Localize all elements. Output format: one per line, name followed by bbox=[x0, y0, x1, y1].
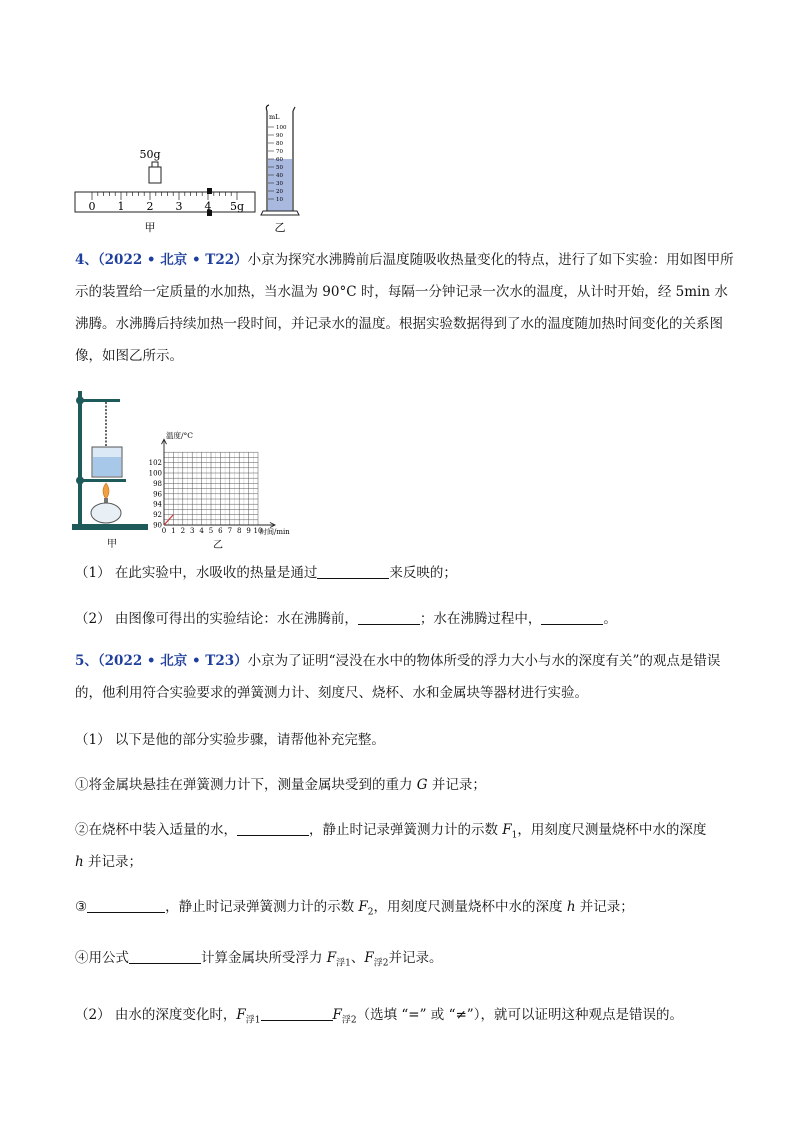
chart-x-axis-label: 时间/min bbox=[260, 528, 290, 536]
clamp-arm-top bbox=[78, 399, 120, 402]
heating-apparatus-figure bbox=[68, 387, 153, 552]
q5-step2-blank[interactable] bbox=[237, 821, 309, 836]
q5-number: 5、 bbox=[75, 653, 98, 669]
cylinder-unit: mL bbox=[269, 113, 280, 121]
cylinder-tick-label: 70 bbox=[276, 149, 283, 155]
q5-stem bbox=[75, 645, 735, 709]
q4-stem bbox=[75, 244, 735, 372]
cylinder-tick-label: 80 bbox=[276, 141, 283, 147]
cylinder-tick-label: 10 bbox=[276, 197, 283, 203]
cylinder-tick-label: 20 bbox=[276, 189, 283, 195]
q4-text: 小京为探究水沸腾前后温度随吸收热量变化的特点，进行了如下实验：用如图甲所示的装置给一定质量的水加热，当水温为 90°C 时，每隔一分钟记录一次水的温度，从计时开始，经 5min 水沸腾。水沸腾后持续加热一段时间，并记录水的温度。根据实验数据得到了水的温度随加热时间变化的关系图像，如图乙所示。 bbox=[75, 252, 734, 364]
q5-sub2-blank[interactable] bbox=[261, 1006, 333, 1021]
q4-sub2-blank-2[interactable] bbox=[541, 610, 603, 625]
cylinder-base bbox=[261, 211, 299, 215]
fig-left-caption: 甲 bbox=[144, 221, 156, 234]
q5-sub2-prefix: （2） 由水的深度变化时， bbox=[75, 1007, 237, 1023]
q5-sub2-f2-sub: 浮2 bbox=[341, 1015, 357, 1026]
apparatus-caption: 甲 bbox=[107, 539, 117, 550]
weight-knob bbox=[152, 162, 158, 167]
chart-x-tick-label: 7 bbox=[227, 527, 233, 535]
q5-step2-prefix: ②在烧杯中装入适量的水， bbox=[75, 822, 237, 838]
q5-sub2-f1-sub: 浮1 bbox=[245, 1015, 261, 1026]
q5-step4-f2-sub: 浮2 bbox=[373, 958, 389, 969]
q5-step2 bbox=[75, 818, 706, 841]
q5-step1-suffix: 并记录； bbox=[427, 777, 486, 793]
q5-sub1 bbox=[75, 728, 385, 748]
q5-sub2-f2-var: F bbox=[332, 1007, 342, 1023]
q5-step2-h-var: h bbox=[75, 854, 84, 870]
ring-support bbox=[78, 479, 126, 482]
chart-grid bbox=[164, 452, 258, 525]
q4-sub2-middle: ；水在沸腾过程中， bbox=[419, 611, 542, 627]
cylinder-tick-label: 40 bbox=[276, 173, 283, 179]
cylinder-tick-label: 30 bbox=[276, 181, 283, 187]
temperature-time-chart bbox=[148, 425, 310, 552]
chart-y-tick-label: 96 bbox=[153, 490, 162, 499]
q5-step4-middle: 计算金属块所受浮力 bbox=[201, 950, 327, 966]
chart-x-tick-label: 4 bbox=[199, 527, 204, 535]
q4-sub1-blank[interactable] bbox=[317, 564, 389, 579]
cylinder-tick-label: 60 bbox=[276, 157, 283, 163]
q5-step3-var: F bbox=[358, 899, 368, 915]
chart-x-tick-label: 1 bbox=[171, 527, 176, 535]
q5-sub2-f1-var: F bbox=[236, 1007, 246, 1023]
chart-x-tick-label: 8 bbox=[236, 527, 242, 535]
q5-source: （2022 • 北京 • T23） bbox=[97, 653, 248, 669]
q5-step2-var: F bbox=[502, 822, 512, 838]
cylinder-tick-label: 90 bbox=[276, 133, 283, 139]
q5-sub2 bbox=[75, 1003, 683, 1026]
chart-y-tick-label: 102 bbox=[148, 459, 162, 468]
alcohol-lamp bbox=[91, 503, 121, 523]
graduated-cylinder-figure bbox=[255, 103, 305, 238]
cylinder-tick-label: 100 bbox=[276, 125, 287, 131]
q5-step3-middle: ，静止时记录弹簧测力计的示数 bbox=[165, 899, 359, 915]
chart-x-tick-label: 0 bbox=[161, 527, 167, 535]
weight-body bbox=[149, 167, 161, 183]
chart-y-tick-label: 90 bbox=[153, 521, 162, 530]
flame bbox=[103, 483, 109, 499]
chart-x-tick-label: 9 bbox=[246, 527, 251, 535]
q5-step1 bbox=[75, 773, 486, 793]
q5-sub1-text: （1） 以下是他的部分实验步骤，请帮他补充完整。 bbox=[75, 732, 385, 748]
chart-y-axis-label: 温度/°C bbox=[166, 431, 194, 440]
q5-step4-f1-sub: 浮1 bbox=[336, 958, 351, 969]
q4-sub1-prefix: （1） 在此实验中，水吸收的热量是通过 bbox=[75, 565, 318, 581]
q5-step3 bbox=[75, 895, 634, 918]
q5-step4-blank[interactable] bbox=[129, 949, 201, 964]
fig-right-caption: 乙 bbox=[274, 221, 286, 234]
q5-step4 bbox=[75, 946, 443, 969]
stand-base bbox=[72, 524, 148, 530]
q5-step3-after: ，用刻度尺测量烧杯中水的深度 bbox=[373, 899, 567, 915]
q5-step4-suffix: 并记录。 bbox=[388, 950, 443, 966]
chart-y-tick-label: 100 bbox=[148, 469, 162, 478]
stand-rod bbox=[78, 391, 82, 524]
chart-x-tick-label: 3 bbox=[189, 527, 195, 535]
ruler-body bbox=[75, 192, 255, 212]
weight-label: 50g bbox=[139, 148, 161, 161]
q5-step3-h-var: h bbox=[566, 899, 576, 915]
chart-x-tick-label: 2 bbox=[180, 527, 186, 535]
q4-sub2-suffix: 。 bbox=[603, 611, 617, 627]
chart-x-tick-label: 5 bbox=[208, 527, 214, 535]
q5-step4-f1-var: F bbox=[326, 950, 337, 966]
q4-number: 4、 bbox=[75, 252, 98, 268]
balance-ruler-figure bbox=[70, 140, 260, 235]
clamp-knob-top bbox=[76, 397, 84, 405]
q5-step3-sub: 2 bbox=[367, 907, 374, 918]
ruler-tick-label: 0 bbox=[88, 200, 96, 213]
q5-step2-line2: 并记录； bbox=[83, 854, 142, 870]
chart-y-tick-label: 98 bbox=[153, 479, 162, 488]
q5-step2-cont bbox=[75, 850, 142, 870]
chart-caption: 乙 bbox=[213, 540, 223, 551]
chart-axes bbox=[164, 440, 274, 525]
q4-sub2-blank-1[interactable] bbox=[358, 610, 420, 625]
q5-step2-middle: ，静止时记录弹簧测力计的示数 bbox=[309, 822, 503, 838]
rider-top bbox=[207, 188, 212, 194]
q4-source: （2022 • 北京 • T22） bbox=[97, 252, 248, 268]
chart-x-tick-label: 6 bbox=[218, 527, 223, 535]
chart-x-tick-label: 10 bbox=[253, 527, 263, 535]
q5-step2-sub: 1 bbox=[511, 830, 518, 841]
chart-y-tick-label: 94 bbox=[153, 500, 162, 509]
cylinder-tick-label: 50 bbox=[276, 165, 283, 171]
q5-text: 小京为了证明“浸没在水中的物体所受的浮力大小与水的深度有关”的观点是错误的，他利用符合实验要求的弹簧测力计、刻度尺、烧杯、水和金属块等器材进行实验。 bbox=[75, 653, 721, 701]
ruler-tick-label: 5g bbox=[229, 200, 245, 213]
chart-y-tick-label: 92 bbox=[153, 511, 162, 520]
q4-sub1-suffix: 来反映的； bbox=[389, 565, 457, 581]
q4-sub2-prefix: （2） 由图像可得出的实验结论：水在沸腾前， bbox=[75, 611, 358, 627]
q5-step3-prefix: ③ bbox=[75, 899, 88, 915]
beaker-water bbox=[93, 457, 121, 476]
q5-step3-blank[interactable] bbox=[87, 898, 165, 913]
ruler-tick-label: 1 bbox=[117, 200, 125, 213]
q5-step2-after: ，用刻度尺测量烧杯中水的深度 bbox=[517, 822, 707, 838]
q5-step1-var: G bbox=[416, 777, 428, 793]
q5-step1-prefix: ①将金属块悬挂在弹簧测力计下，测量金属块受到的重力 bbox=[75, 777, 417, 793]
q4-sub2 bbox=[75, 607, 617, 627]
ring-knob bbox=[76, 477, 84, 485]
q5-step4-f2-var: F bbox=[364, 950, 374, 966]
ruler-tick-label: 4 bbox=[204, 200, 212, 213]
q5-step4-sep: 、 bbox=[350, 950, 365, 966]
q5-sub2-suffix: （选填 “=” 或 “≠”），就可以证明这种观点是错误的。 bbox=[356, 1007, 683, 1023]
q5-step4-prefix: ④用公式 bbox=[75, 950, 129, 966]
q5-step3-suffix: 并记录； bbox=[575, 899, 634, 915]
ruler-tick-label: 2 bbox=[146, 200, 154, 213]
ruler-tick-label: 3 bbox=[175, 200, 183, 213]
q4-sub1 bbox=[75, 561, 457, 581]
